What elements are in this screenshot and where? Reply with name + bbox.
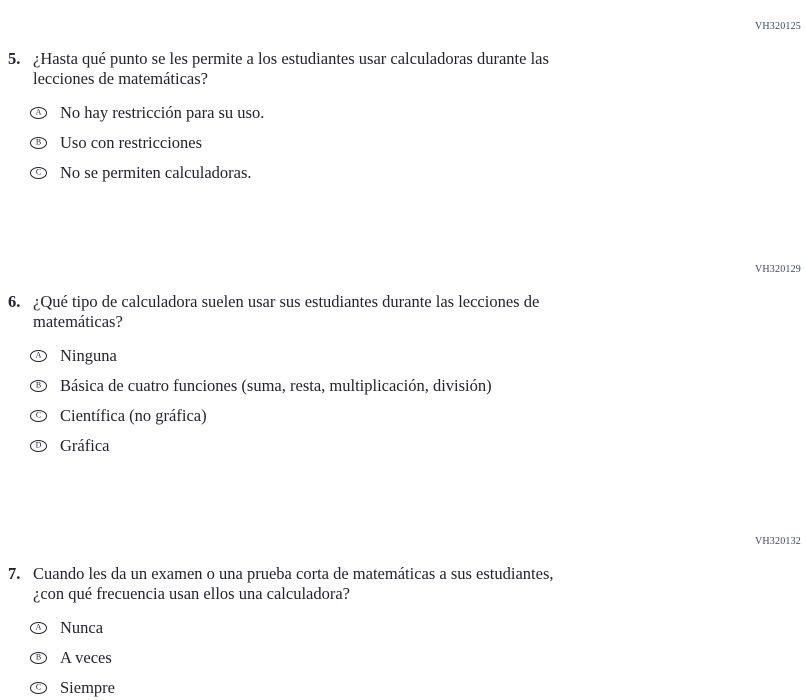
question-number: 6. (8, 292, 21, 311)
option-letter: C (35, 682, 42, 692)
question-number: 5. (8, 49, 21, 68)
option-letter: C (35, 167, 42, 177)
question-text-line: lecciones de matemáticas? (33, 69, 208, 88)
option-bubble-c[interactable] (30, 682, 47, 694)
question-text (33, 564, 806, 604)
option-letter: C (35, 410, 42, 420)
option-bubble-a[interactable] (30, 622, 47, 634)
question-text-line: ¿Qué tipo de calculadora suelen usar sus estudiantes durante las lecciones de (33, 292, 540, 311)
option-label: Nunca (60, 618, 104, 637)
question-text (33, 292, 806, 332)
question-7 (0, 564, 806, 604)
option-row-b[interactable] (30, 649, 806, 667)
option-label: Uso con restricciones (60, 133, 203, 152)
option-bubble-b[interactable] (30, 380, 47, 392)
option-letter: D (35, 440, 42, 450)
question-text-line: ¿Hasta qué punto se les permite a los estudiantes usar calculadoras durante las (33, 49, 549, 68)
option-row-c[interactable] (30, 164, 806, 182)
options-list (30, 104, 806, 182)
options-list (30, 619, 806, 697)
item-code: VH320125 (754, 21, 801, 32)
option-row-a[interactable] (30, 619, 806, 637)
question-block-7 (0, 536, 806, 700)
item-code: VH320129 (754, 264, 801, 275)
option-bubble-a[interactable] (30, 350, 47, 362)
option-letter: B (35, 380, 42, 390)
option-label: No se permiten calculadoras. (60, 163, 252, 182)
question-block-5 (0, 21, 806, 194)
question-block-6 (0, 264, 806, 467)
question-text-line: Cuando les da un examen o una prueba corta de matemáticas a sus estudiantes, (33, 564, 554, 583)
option-bubble-b[interactable] (30, 137, 47, 149)
option-label: A veces (60, 648, 112, 667)
option-label: No hay restricción para su uso. (60, 103, 265, 122)
option-row-c[interactable] (30, 679, 806, 697)
option-bubble-d[interactable] (30, 440, 47, 452)
question-number: 7. (8, 564, 21, 583)
option-label: Siempre (60, 678, 115, 697)
question-5 (0, 49, 806, 89)
option-label: Ninguna (60, 346, 117, 365)
option-row-a[interactable] (30, 347, 806, 365)
option-bubble-c[interactable] (30, 410, 47, 422)
option-row-b[interactable] (30, 377, 806, 395)
option-bubble-b[interactable] (30, 652, 47, 664)
option-bubble-c[interactable] (30, 167, 47, 179)
question-text-line: matemáticas? (33, 312, 123, 331)
option-bubble-a[interactable] (30, 107, 47, 119)
option-letter: B (35, 652, 42, 662)
option-letter: A (35, 350, 42, 360)
option-letter: B (35, 137, 42, 147)
question-text (33, 49, 806, 89)
option-row-c[interactable] (30, 407, 806, 425)
option-letter: A (35, 622, 42, 632)
option-row-a[interactable] (30, 104, 806, 122)
option-label: Básica de cuatro funciones (suma, resta, multiplicación, división) (60, 376, 492, 395)
option-row-d[interactable] (30, 437, 806, 455)
option-label: Gráfica (60, 436, 110, 455)
options-list (30, 347, 806, 455)
option-letter: A (35, 107, 42, 117)
item-code: VH320132 (754, 536, 801, 547)
question-6 (0, 292, 806, 332)
question-text-line: ¿con qué frecuencia usan ellos una calculadora? (33, 584, 350, 603)
option-label: Científica (no gráfica) (60, 406, 207, 425)
option-row-b[interactable] (30, 134, 806, 152)
